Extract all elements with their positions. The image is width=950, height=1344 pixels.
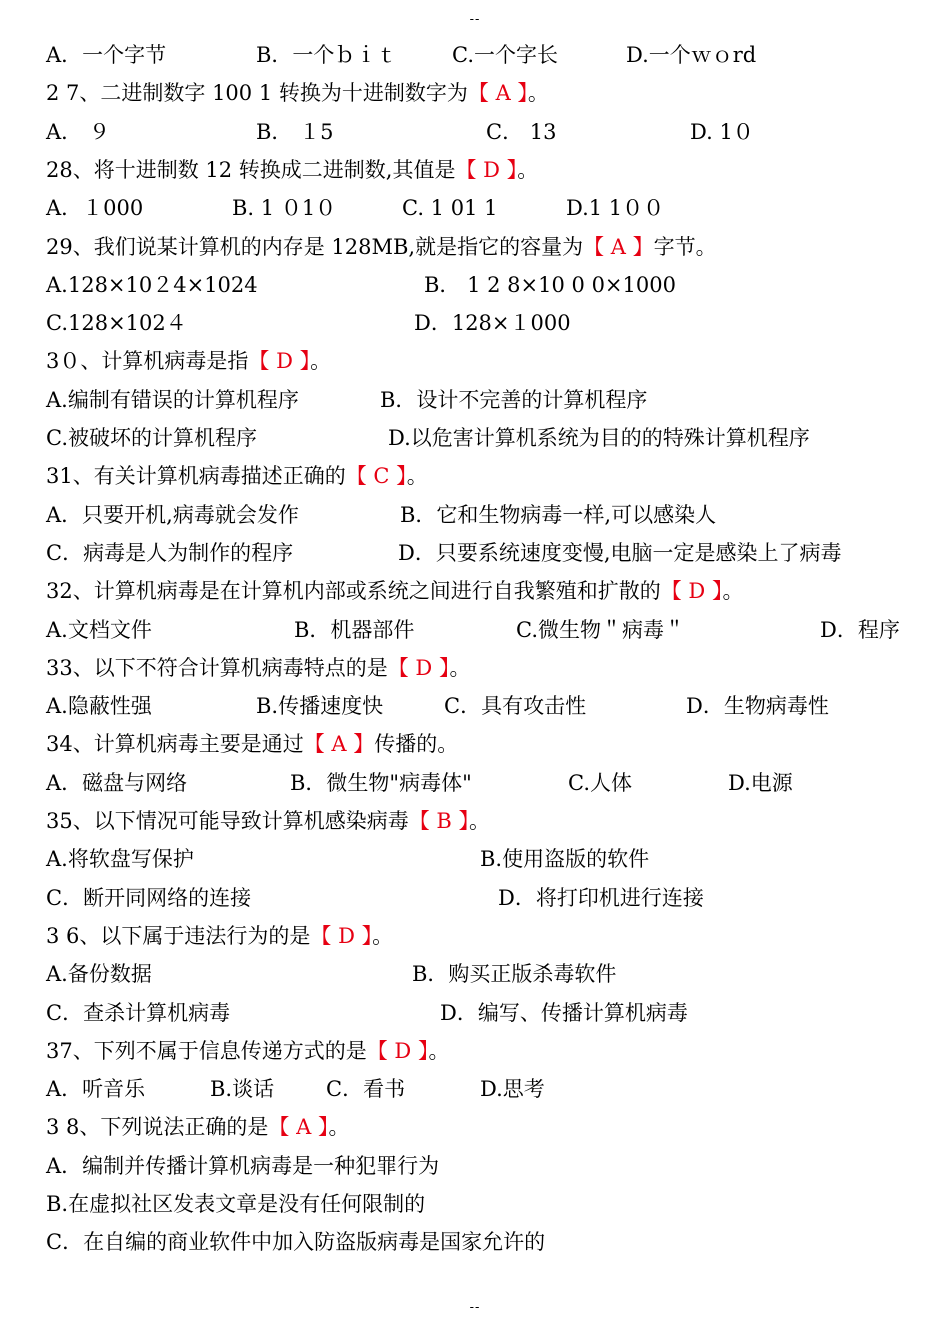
answer-bracket-left: 【 — [345, 464, 374, 489]
answer-bracket-left: 【 — [583, 234, 611, 259]
answer-bracket-right: 】 — [354, 923, 373, 948]
question-text — [46, 151, 538, 189]
question-stem: 32、计算机病毒是在计算机内部或系统之间进行自我繁殖和扩散的 — [46, 579, 661, 604]
option-b: B． 1 2 8×10 0 0×1000 — [424, 272, 676, 297]
option-a: A.128×10２4×1024 — [46, 272, 258, 297]
option-a: C.128×102４ — [46, 311, 187, 336]
option-a: C．病毒是人为制作的程序 — [46, 540, 294, 565]
option-d: D. 1０ — [690, 119, 754, 144]
answer-bracket-left: 【 — [303, 732, 332, 757]
options-line — [0, 764, 950, 802]
option-c: C.一个字长 — [452, 43, 558, 67]
option-b: B．它和生物病毒一样,可以感染人 — [400, 502, 717, 527]
question-line — [0, 342, 950, 380]
options-line — [0, 1070, 950, 1108]
option-a: C．断开同网络的连接 — [46, 885, 252, 910]
answer-bracket-right: 】 — [432, 655, 450, 680]
question-suffix: 。 — [406, 464, 428, 489]
question-text — [46, 1108, 349, 1146]
question-text — [46, 228, 717, 266]
options-line — [0, 1185, 950, 1223]
question-stem: 35、以下情况可能导致计算机感染病毒 — [46, 809, 409, 833]
question-line — [0, 917, 950, 955]
option-b: D．将打印机进行连接 — [498, 885, 704, 910]
question-stem: 3 6、以下属于违法行为的是 — [46, 923, 311, 948]
option-a: A．编制并传播计算机病毒是一种犯罪行为 — [46, 1153, 440, 1178]
option-b: D.以危害计算机系统为目的的特殊计算机程序 — [388, 426, 810, 450]
options-line — [0, 419, 950, 457]
answer-letter: D — [394, 1038, 412, 1063]
question-stem: 2 7、二进制数字 100 1 转换为十进制数字为 — [46, 81, 468, 106]
question-stem: 33、以下不符合计算机病毒特点的是 — [46, 655, 388, 680]
option-b: B.使用盗版的软件 — [480, 847, 650, 872]
answer-letter: D — [415, 655, 433, 680]
question-suffix: 。 — [469, 809, 491, 833]
answer-letter: B — [436, 809, 452, 833]
option-a: C．查杀计算机病毒 — [46, 1000, 231, 1025]
answer-bracket-right: 】 — [510, 81, 528, 106]
answer-bracket-right: 】 — [625, 234, 654, 259]
question-line — [0, 649, 950, 687]
question-text — [46, 802, 490, 840]
answer-letter: A — [331, 732, 347, 757]
answer-bracket-right: 】 — [411, 1038, 429, 1063]
option-c: C.微生物＂病毒＂ — [516, 617, 685, 642]
option-a: B.在虚拟社区发表文章是没有任何限制的 — [46, 1192, 426, 1216]
option-a: C．在自编的商业软件中加入防盗版病毒是国家允许的 — [46, 1230, 546, 1255]
option-b: B．微生物"病毒体" — [290, 770, 472, 795]
question-suffix: 。 — [722, 579, 744, 604]
question-text — [46, 1032, 449, 1070]
question-line — [0, 457, 950, 495]
question-text — [46, 572, 743, 610]
options-line — [0, 879, 950, 917]
question-stem: 31、有关计算机病毒描述正确的 — [46, 464, 346, 489]
question-stem: 34、计算机病毒主要是通过 — [46, 732, 304, 757]
option-b: B．一个ｂｉｔ — [256, 43, 398, 67]
question-text — [46, 649, 470, 687]
answer-letter: D — [338, 923, 355, 948]
option-a: A．只要开机,病毒就会发作 — [46, 502, 299, 527]
option-d: D.1 1００ — [566, 196, 665, 221]
option-b: B．设计不完善的计算机程序 — [380, 387, 648, 412]
option-b: B． １5 — [256, 119, 334, 144]
question-stem: 3０、计算机病毒是指 — [46, 349, 249, 374]
option-d: D.一个ｗｏrd — [626, 43, 757, 67]
option-b: B.谈话 — [210, 1077, 275, 1102]
options-line — [0, 840, 950, 878]
option-a: A．磁盘与网络 — [46, 770, 188, 795]
page-top-mark: -- — [469, 12, 481, 27]
question-suffix: 。 — [372, 923, 394, 948]
option-c: C． 13 — [486, 119, 557, 144]
question-text — [46, 74, 549, 112]
options-line — [0, 1223, 950, 1261]
option-c: C. 1 01 1 — [402, 196, 498, 221]
option-a: A．１000 — [46, 196, 144, 221]
option-c: C．看书 — [326, 1077, 406, 1102]
question-line — [0, 572, 950, 610]
options-line — [0, 36, 950, 74]
option-b: D．编写、传播计算机病毒 — [440, 1000, 688, 1025]
option-a: A.文档文件 — [46, 617, 152, 642]
option-c: C.人体 — [568, 770, 632, 795]
options-line — [0, 611, 950, 649]
answer-bracket-right: 】 — [705, 579, 723, 604]
options-line — [0, 381, 950, 419]
option-b: B．机器部件 — [294, 617, 415, 642]
option-a: A.编制有错误的计算机程序 — [46, 387, 299, 412]
question-stem: 28、将十进制数 12 转换成二进制数,其值是 — [46, 157, 456, 182]
option-b: B. 1 ０1０ — [232, 196, 337, 221]
answer-bracket-left: 【 — [366, 1038, 395, 1063]
answer-letter: D — [276, 349, 293, 374]
answer-bracket-left: 【 — [387, 655, 416, 680]
options-line — [0, 534, 950, 572]
answer-bracket-right: 】 — [346, 732, 375, 757]
question-text — [46, 917, 393, 955]
option-c: C．具有攻击性 — [444, 694, 587, 719]
question-suffix: 。 — [527, 81, 549, 106]
options-line — [0, 304, 950, 342]
question-text — [46, 342, 331, 380]
answer-letter: C — [373, 464, 390, 489]
option-a: A． ９ — [46, 119, 110, 144]
answer-bracket-left: 【 — [660, 579, 689, 604]
question-line — [0, 1108, 950, 1146]
options-line — [0, 1147, 950, 1185]
options-line — [0, 994, 950, 1032]
answer-letter: A — [495, 81, 511, 106]
answer-bracket-right: 】 — [292, 349, 311, 374]
option-d: D.思考 — [480, 1077, 545, 1102]
option-a: A.备份数据 — [46, 962, 152, 987]
question-line — [0, 228, 950, 266]
option-d: D.电源 — [728, 770, 793, 795]
answer-bracket-left: 【 — [408, 809, 437, 833]
options-line — [0, 113, 950, 151]
question-suffix: 传播的。 — [374, 732, 459, 757]
question-suffix: 。 — [428, 1038, 450, 1063]
options-line — [0, 266, 950, 304]
question-line — [0, 1032, 950, 1070]
answer-bracket-right: 】 — [311, 1115, 329, 1140]
option-a: A.将软盘写保护 — [46, 847, 194, 872]
answer-bracket-left: 【 — [268, 1115, 297, 1140]
answer-bracket-left: 【 — [248, 349, 277, 374]
option-b: B．购买正版杀毒软件 — [412, 962, 617, 987]
answer-bracket-right: 】 — [451, 809, 470, 833]
option-d: D．生物病毒性 — [686, 694, 829, 719]
answer-bracket-right: 】 — [389, 464, 407, 489]
question-suffix: 。 — [449, 655, 471, 680]
option-b: D．只要系统速度变慢,电脑一定是感染上了病毒 — [398, 540, 842, 565]
question-stem: 3 8、下列说法正确的是 — [46, 1115, 269, 1140]
page-bottom-mark: -- — [469, 1300, 481, 1315]
answer-letter: D — [483, 157, 500, 182]
answer-bracket-left: 【 — [310, 923, 339, 948]
question-stem: 29、我们说某计算机的内存是 128MB,就是指它的容量为 — [46, 234, 584, 259]
option-a: A．一个字节 — [46, 43, 167, 67]
question-stem: 37、下列不属于信息传递方式的是 — [46, 1038, 367, 1063]
question-suffix: 。 — [328, 1115, 350, 1140]
option-d: D．程序 — [820, 617, 900, 642]
question-line — [0, 74, 950, 112]
option-b: B.传播速度快 — [256, 694, 384, 719]
question-line — [0, 802, 950, 840]
options-line — [0, 496, 950, 534]
question-text — [46, 457, 428, 495]
question-line — [0, 151, 950, 189]
options-line — [0, 687, 950, 725]
answer-letter: D — [688, 579, 706, 604]
question-text — [46, 725, 458, 763]
question-suffix: 。 — [310, 349, 332, 374]
option-b: D．128×１000 — [414, 311, 571, 336]
options-line — [0, 955, 950, 993]
option-a: A．听音乐 — [46, 1077, 146, 1102]
answer-bracket-right: 】 — [500, 157, 518, 182]
question-suffix: 。 — [517, 157, 539, 182]
answer-bracket-left: 【 — [455, 157, 484, 182]
option-a: A.隐蔽性强 — [46, 694, 152, 719]
answer-letter: A — [296, 1115, 312, 1140]
question-suffix: 字节。 — [653, 234, 717, 259]
option-a: C.被破坏的计算机程序 — [46, 426, 257, 450]
question-line — [0, 725, 950, 763]
answer-letter: A — [610, 234, 626, 259]
options-line — [0, 189, 950, 227]
answer-bracket-left: 【 — [467, 81, 496, 106]
